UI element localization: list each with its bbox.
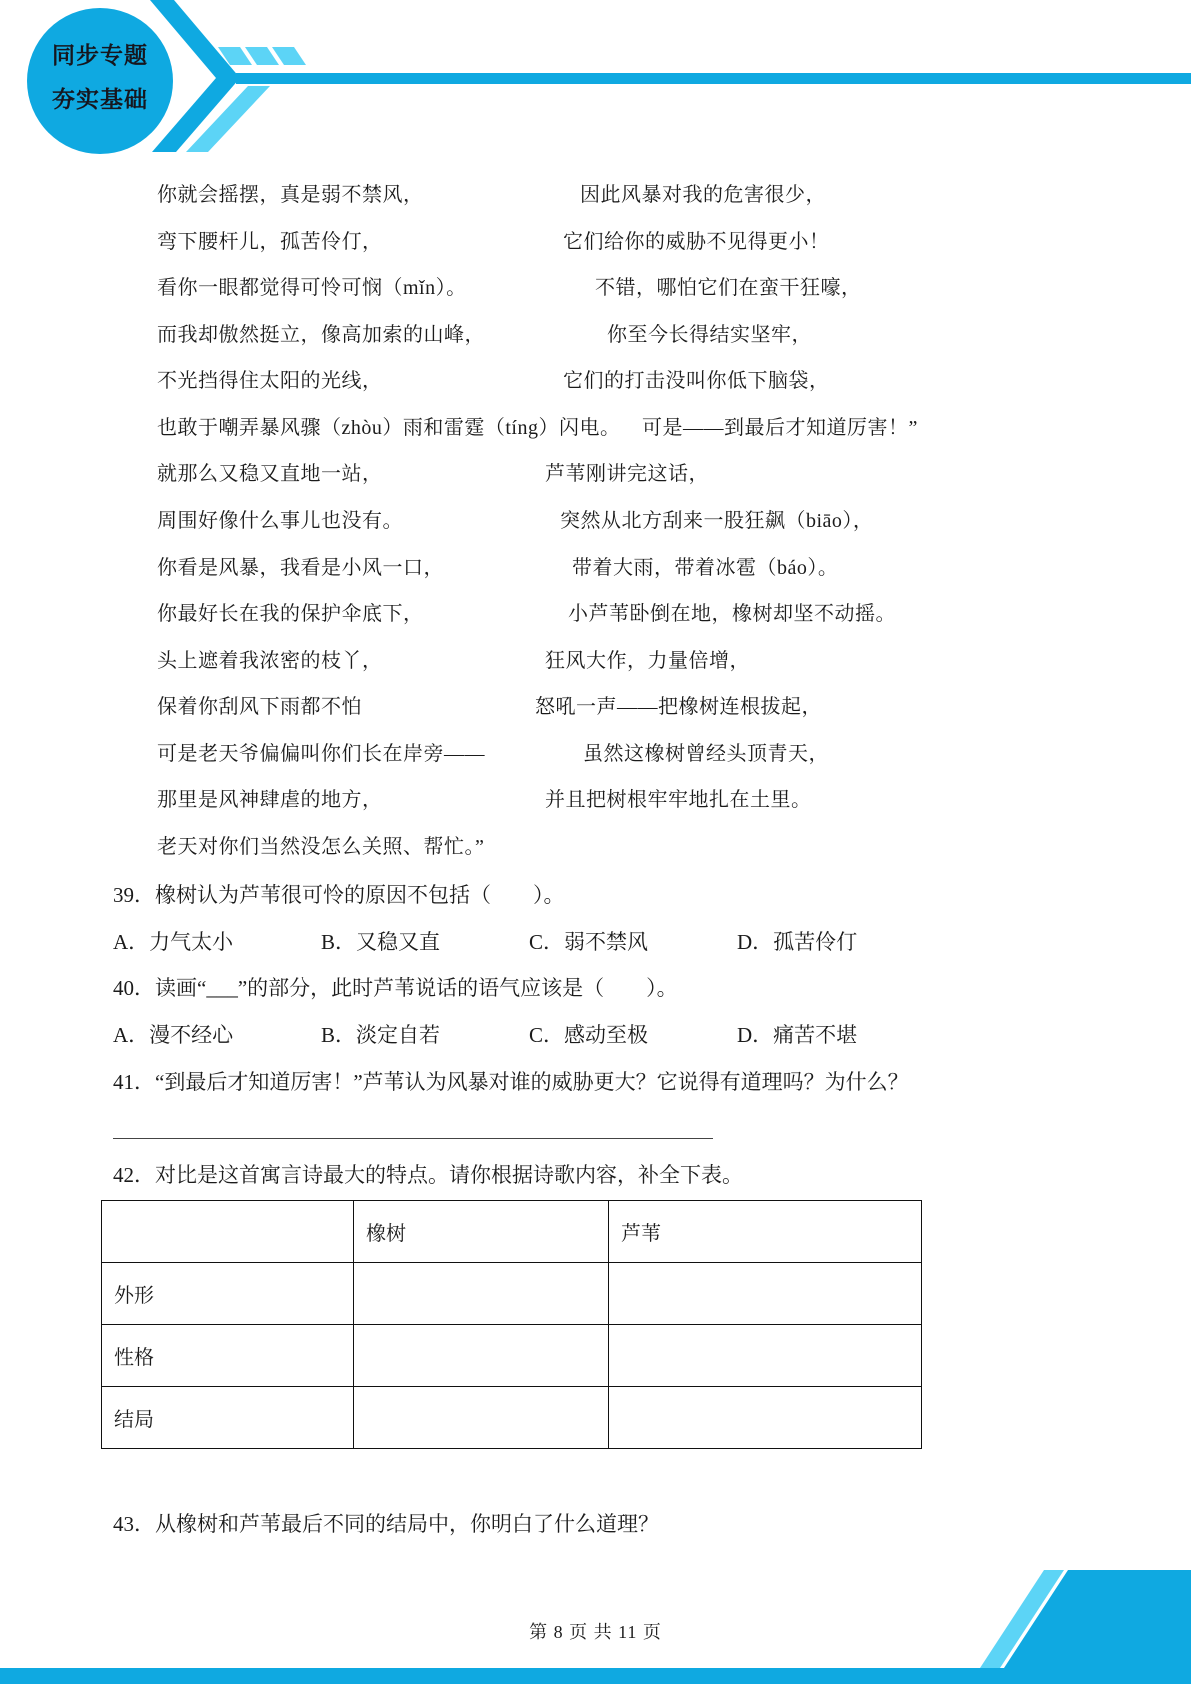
poem-line-right: 狂风大作，力量倍增，	[545, 650, 750, 672]
poem-line-left: 弯下腰杆儿，孤苦伶仃，	[157, 231, 383, 253]
poem-line-right: 可是——到最后才知道厉害！”	[642, 417, 918, 439]
table-header-oak: 橡树	[354, 1201, 609, 1263]
footer-rule	[0, 1668, 1191, 1684]
header-badge-circle	[27, 8, 173, 154]
table-answer-cell	[609, 1263, 922, 1325]
question-40-option-d: D．痛苦不堪	[737, 1023, 858, 1047]
header-badge-line2: 夯实基础	[52, 86, 148, 112]
page-number: 第 8 页 共 11 页	[529, 1622, 662, 1642]
poem-line-left: 而我却傲然挺立，像高加索的山峰，	[157, 324, 485, 346]
question-41-stem: 41．“到最后才知道厉害！”芦苇认为风暴对谁的威胁更大？它说得有道理吗？为什么？	[113, 1070, 909, 1094]
poem-line-right: 你至今长得结实坚牢，	[607, 324, 812, 346]
poem-line-right: 小芦苇卧倒在地，橡树却坚不动摇。	[568, 603, 896, 625]
header-rule	[236, 73, 1191, 84]
question-39-option-a: A．力气太小	[113, 930, 234, 954]
question-39-option-c: C．弱不禁风	[529, 930, 649, 954]
poem-line-left: 头上遮着我浓密的枝丫，	[157, 650, 383, 672]
poem-line-right: 它们给你的威胁不见得更小！	[563, 231, 830, 253]
poem-line-right: 它们的打击没叫你低下脑袋，	[563, 370, 830, 392]
poem-line-left: 不光挡得住太阳的光线，	[157, 370, 383, 392]
header-decoration	[0, 0, 1191, 160]
poem-line-right: 怒吼一声——把橡树连根拔起，	[535, 696, 822, 718]
poem-line-right: 虽然这橡树曾经头顶青天，	[583, 743, 829, 765]
table-header-reed: 芦苇	[609, 1201, 922, 1263]
table-row-label: 结局	[102, 1387, 354, 1449]
table-row	[102, 1263, 922, 1325]
question-43-stem: 43．从橡树和芦苇最后不同的结局中，你明白了什么道理？	[113, 1512, 659, 1536]
poem-line-left: 老天对你们当然没怎么关照、帮忙。”	[157, 836, 485, 858]
question-39-option-d: D．孤苦伶仃	[737, 930, 858, 954]
header-badge-line1: 同步专题	[52, 42, 148, 68]
poem-line-right: 带着大雨，带着冰雹（báo）。	[572, 557, 839, 579]
poem-line-left: 你最好长在我的保护伞底下，	[157, 603, 424, 625]
question-42-stem: 42．对比是这首寓言诗最大的特点。请你根据诗歌内容，补全下表。	[113, 1163, 743, 1187]
table-row	[102, 1325, 922, 1387]
poem-line-left: 也敢于嘲弄暴风骤（zhòu）雨和雷霆（tíng）闪电。	[157, 417, 621, 439]
question-39-stem: 39．橡树认为芦苇很可怜的原因不包括（ ）。	[113, 883, 565, 907]
table-answer-cell	[354, 1263, 609, 1325]
question-40-option-b: B．淡定自若	[321, 1023, 441, 1047]
poem-line-left: 周围好像什么事儿也没有。	[157, 510, 403, 532]
table-header-row	[102, 1201, 922, 1263]
question-41-answer-line	[113, 1138, 713, 1139]
poem-line-left: 你就会摇摆，真是弱不禁风，	[157, 184, 424, 206]
poem-line-left: 看你一眼都觉得可怜可悯（mǐn）。	[157, 277, 467, 299]
question-40-option-c: C．感动至极	[529, 1023, 649, 1047]
table-answer-cell	[609, 1325, 922, 1387]
footer-decoration	[0, 1560, 1191, 1684]
table-row-label: 性格	[102, 1325, 354, 1387]
table-answer-cell	[354, 1325, 609, 1387]
poem-line-left: 那里是风神肆虐的地方，	[157, 789, 383, 811]
poem-line-right: 芦苇刚讲完这话，	[545, 463, 709, 485]
footer-corner-shape	[1004, 1570, 1191, 1668]
table-answer-cell	[354, 1387, 609, 1449]
poem-line-right: 不错，哪怕它们在蛮干狂嚎，	[595, 277, 862, 299]
table-corner-cell	[102, 1201, 354, 1263]
question-40-stem: 40．读画“___”的部分，此时芦苇说话的语气应该是（ ）。	[113, 976, 678, 1000]
table-row-label: 外形	[102, 1263, 354, 1325]
table-row	[102, 1387, 922, 1449]
poem-line-left: 你看是风暴，我看是小风一口，	[157, 557, 444, 579]
comparison-table	[101, 1200, 922, 1449]
poem-line-right: 突然从北方刮来一股狂飙（biāo），	[560, 510, 874, 532]
table-answer-cell	[609, 1387, 922, 1449]
poem-line-left: 就那么又稳又直地一站，	[157, 463, 383, 485]
poem-line-left: 可是老天爷偏偏叫你们长在岸旁——	[157, 743, 485, 765]
question-39-option-b: B．又稳又直	[321, 930, 441, 954]
poem-line-left: 保着你刮风下雨都不怕	[157, 696, 362, 718]
question-40-option-a: A．漫不经心	[113, 1023, 234, 1047]
poem-line-right: 并且把树根牢牢地扎在土里。	[545, 789, 812, 811]
poem-line-right: 因此风暴对我的危害很少，	[580, 184, 826, 206]
